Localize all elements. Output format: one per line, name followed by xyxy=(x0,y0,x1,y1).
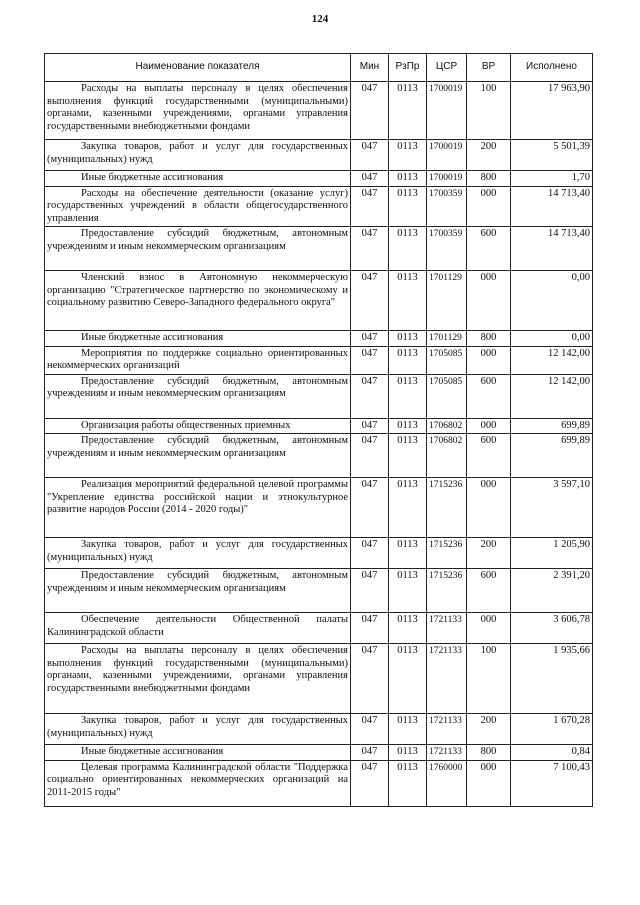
target-article-code: 1701129 xyxy=(427,331,467,347)
executed-amount: 5 501,39 xyxy=(511,140,593,171)
executed-amount: 1 205,90 xyxy=(511,538,593,569)
expense-type-code: 000 xyxy=(467,418,511,434)
expense-type-code: 000 xyxy=(467,613,511,644)
target-article-code: 1721133 xyxy=(427,613,467,644)
target-article-code: 1715236 xyxy=(427,538,467,569)
target-article-code: 1715236 xyxy=(427,478,467,538)
indicator-name: Предоставление субсидий бюджетным, автономным учреждениям и иным некоммерческим организациям xyxy=(45,374,351,418)
expense-type-code: 000 xyxy=(467,478,511,538)
ministry-code: 047 xyxy=(351,644,389,714)
executed-amount: 14 713,40 xyxy=(511,227,593,271)
target-article-code: 1700019 xyxy=(427,171,467,187)
table-row xyxy=(45,346,593,374)
target-article-code: 1721133 xyxy=(427,714,467,745)
target-article-code: 1705085 xyxy=(427,346,467,374)
expense-type-code: 200 xyxy=(467,140,511,171)
indicator-name: Мероприятия по поддержке социально ориентированных некоммерческих организаций xyxy=(45,346,351,374)
ministry-code: 047 xyxy=(351,538,389,569)
executed-amount: 2 391,20 xyxy=(511,569,593,613)
target-article-code: 1706802 xyxy=(427,434,467,478)
indicator-name: Расходы на обеспечение деятельности (оказание услуг) государственных учреждений в области общегосударственного управления xyxy=(45,186,351,227)
ministry-code: 047 xyxy=(351,569,389,613)
header-done: Исполнено xyxy=(511,54,593,82)
ministry-code: 047 xyxy=(351,478,389,538)
expense-type-code: 800 xyxy=(467,745,511,761)
indicator-name: Предоставление субсидий бюджетным, автономным учреждениям и иным некоммерческим организациям xyxy=(45,434,351,478)
target-article-code: 1700019 xyxy=(427,82,467,140)
executed-amount: 0,84 xyxy=(511,745,593,761)
indicator-name: Иные бюджетные ассигнования xyxy=(45,745,351,761)
target-article-code: 1700359 xyxy=(427,227,467,271)
expense-type-code: 000 xyxy=(467,271,511,331)
indicator-name: Иные бюджетные ассигнования xyxy=(45,171,351,187)
expense-type-code: 600 xyxy=(467,434,511,478)
target-article-code: 1705085 xyxy=(427,374,467,418)
section-code: 0113 xyxy=(389,434,427,478)
ministry-code: 047 xyxy=(351,745,389,761)
section-code: 0113 xyxy=(389,613,427,644)
ministry-code: 047 xyxy=(351,271,389,331)
indicator-name: Целевая программа Калининградской области "Поддержка социально ориентированных некоммерческих организаций на 2011-2015 годы" xyxy=(45,760,351,806)
header-csr: ЦСР xyxy=(427,54,467,82)
header-name: Наименование показателя xyxy=(45,54,351,82)
expense-type-code: 800 xyxy=(467,331,511,347)
section-code: 0113 xyxy=(389,140,427,171)
section-code: 0113 xyxy=(389,331,427,347)
indicator-name: Предоставление субсидий бюджетным, автономным учреждениям и иным некоммерческим организациям xyxy=(45,227,351,271)
expense-type-code: 600 xyxy=(467,569,511,613)
section-code: 0113 xyxy=(389,271,427,331)
executed-amount: 1 935,66 xyxy=(511,644,593,714)
indicator-name: Закупка товаров, работ и услуг для государственных (муниципальных) нужд xyxy=(45,140,351,171)
indicator-name: Членский взнос в Автономную некоммерческую организацию "Стратегическое партнерство по экономическому и социальному развитию Северо-Западного федерального округа" xyxy=(45,271,351,331)
expense-type-code: 000 xyxy=(467,346,511,374)
section-code: 0113 xyxy=(389,478,427,538)
table-row xyxy=(45,186,593,227)
executed-amount: 14 713,40 xyxy=(511,186,593,227)
table-row xyxy=(45,478,593,538)
indicator-name: Расходы на выплаты персоналу в целях обеспечения выполнения функций государственными (муниципальными) органами, казенными учреждениями, органами управления государственными внебюджетными фондами xyxy=(45,82,351,140)
section-code: 0113 xyxy=(389,186,427,227)
ministry-code: 047 xyxy=(351,374,389,418)
section-code: 0113 xyxy=(389,171,427,187)
executed-amount: 12 142,00 xyxy=(511,374,593,418)
header-rzpr: РзПр xyxy=(389,54,427,82)
ministry-code: 047 xyxy=(351,418,389,434)
executed-amount: 699,89 xyxy=(511,434,593,478)
ministry-code: 047 xyxy=(351,331,389,347)
table-row xyxy=(45,418,593,434)
table-row xyxy=(45,331,593,347)
table-row xyxy=(45,569,593,613)
indicator-name: Закупка товаров, работ и услуг для государственных (муниципальных) нужд xyxy=(45,538,351,569)
indicator-name: Обеспечение деятельности Общественной палаты Калининградской области xyxy=(45,613,351,644)
ministry-code: 047 xyxy=(351,434,389,478)
section-code: 0113 xyxy=(389,745,427,761)
expense-type-code: 200 xyxy=(467,714,511,745)
target-article-code: 1760000 xyxy=(427,760,467,806)
executed-amount: 699,89 xyxy=(511,418,593,434)
page-number: 124 xyxy=(311,13,329,25)
table-row xyxy=(45,538,593,569)
table-row xyxy=(45,171,593,187)
section-code: 0113 xyxy=(389,374,427,418)
target-article-code: 1721133 xyxy=(427,745,467,761)
expense-type-code: 600 xyxy=(467,227,511,271)
section-code: 0113 xyxy=(389,644,427,714)
expense-type-code: 000 xyxy=(467,186,511,227)
target-article-code: 1721133 xyxy=(427,644,467,714)
section-code: 0113 xyxy=(389,760,427,806)
table-row xyxy=(45,714,593,745)
section-code: 0113 xyxy=(389,569,427,613)
target-article-code: 1715236 xyxy=(427,569,467,613)
executed-amount: 3 606,78 xyxy=(511,613,593,644)
table-body xyxy=(45,82,593,807)
indicator-name: Предоставление субсидий бюджетным, автономным учреждениям и иным некоммерческим организациям xyxy=(45,569,351,613)
ministry-code: 047 xyxy=(351,171,389,187)
executed-amount: 3 597,10 xyxy=(511,478,593,538)
target-article-code: 1700019 xyxy=(427,140,467,171)
ministry-code: 047 xyxy=(351,714,389,745)
indicator-name: Иные бюджетные ассигнования xyxy=(45,331,351,347)
executed-amount: 17 963,90 xyxy=(511,82,593,140)
executed-amount: 0,00 xyxy=(511,271,593,331)
table-row xyxy=(45,644,593,714)
executed-amount: 1 670,28 xyxy=(511,714,593,745)
ministry-code: 047 xyxy=(351,346,389,374)
ministry-code: 047 xyxy=(351,760,389,806)
section-code: 0113 xyxy=(389,418,427,434)
expense-type-code: 100 xyxy=(467,82,511,140)
ministry-code: 047 xyxy=(351,82,389,140)
executed-amount: 1,70 xyxy=(511,171,593,187)
section-code: 0113 xyxy=(389,714,427,745)
ministry-code: 047 xyxy=(351,186,389,227)
executed-amount: 7 100,43 xyxy=(511,760,593,806)
header-vr: ВР xyxy=(467,54,511,82)
table-row xyxy=(45,374,593,418)
table-row xyxy=(45,613,593,644)
executed-amount: 0,00 xyxy=(511,331,593,347)
indicator-name: Организация работы общественных приемных xyxy=(45,418,351,434)
table-header xyxy=(45,54,593,82)
table-row xyxy=(45,227,593,271)
expense-type-code: 800 xyxy=(467,171,511,187)
indicator-name: Реализация мероприятий федеральной целевой программы "Укрепление единства российской нации и этнокультурное развитие народов России (2014 - 2020 годы)" xyxy=(45,478,351,538)
table-row xyxy=(45,434,593,478)
header-min: Мин xyxy=(351,54,389,82)
table-row xyxy=(45,82,593,140)
budget-table xyxy=(44,53,593,807)
ministry-code: 047 xyxy=(351,140,389,171)
ministry-code: 047 xyxy=(351,613,389,644)
table-row xyxy=(45,271,593,331)
table-row xyxy=(45,745,593,761)
section-code: 0113 xyxy=(389,227,427,271)
expense-type-code: 200 xyxy=(467,538,511,569)
target-article-code: 1706802 xyxy=(427,418,467,434)
target-article-code: 1701129 xyxy=(427,271,467,331)
section-code: 0113 xyxy=(389,538,427,569)
executed-amount: 12 142,00 xyxy=(511,346,593,374)
target-article-code: 1700359 xyxy=(427,186,467,227)
section-code: 0113 xyxy=(389,346,427,374)
section-code: 0113 xyxy=(389,82,427,140)
indicator-name: Закупка товаров, работ и услуг для государственных (муниципальных) нужд xyxy=(45,714,351,745)
expense-type-code: 000 xyxy=(467,760,511,806)
expense-type-code: 600 xyxy=(467,374,511,418)
table-row xyxy=(45,760,593,806)
indicator-name: Расходы на выплаты персоналу в целях обеспечения выполнения функций государственными (муниципальными) органами, казенными учреждениями, органами управления государственными внебюджетными фондами xyxy=(45,644,351,714)
expense-type-code: 100 xyxy=(467,644,511,714)
ministry-code: 047 xyxy=(351,227,389,271)
table-row xyxy=(45,140,593,171)
